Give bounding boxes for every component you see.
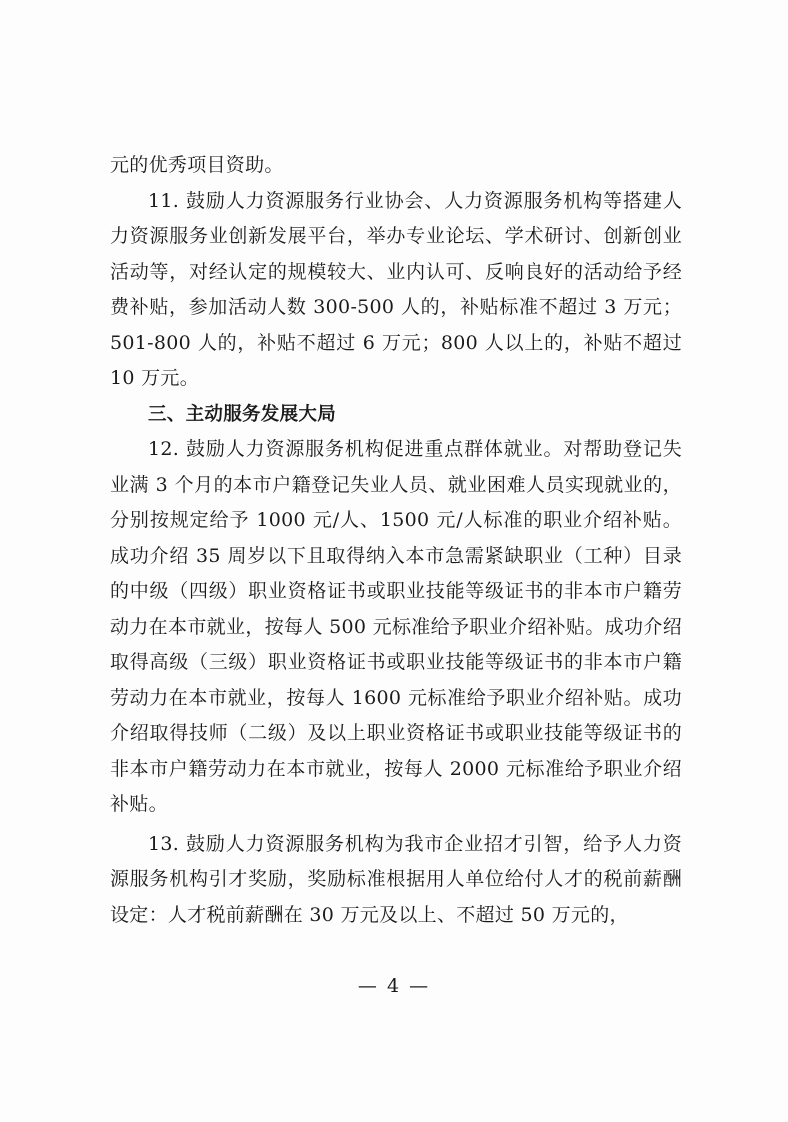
paragraph-item-11: 11. 鼓励人力资源服务行业协会、人力资源服务机构等搭建人力资源服务业创新发展平台，举办专业论坛、学术研讨、创新创业活动等，对经认定的规模较大、业内认可、反响良好的活动给予经费补贴，参加活动人数 300-500 人的，补贴标准不超过 3 万元；501-800 人的，补贴不超过 6 万元；800 人以上的，补贴不超过 10 万元。 <box>110 189 682 389</box>
page-number: — 4 — <box>357 975 431 997</box>
paragraph-item-13: 13. 鼓励人力资源服务机构为我市企业招才引智，给予人力资源服务机构引才奖励，奖励标准根据用人单位给付人才的税前薪酬设定：人才税前薪酬在 30 万元及以上、不超过 50 万元的， <box>110 832 682 926</box>
paragraph-item-12: 12. 鼓励人力资源服务机构促进重点群体就业。对帮助登记失业满 3 个月的本市户籍登记失业人员、就业困难人员实现就业的，分别按规定给予 1000 元/人、1500 元/人标准的职业介绍补贴。成功介绍 35 周岁以下且取得纳入本市急需紧缺职业（工种）目录的中级（四级）职业资格证书或职业技能等级证书的非本市户籍劳动力在本市就业，按每人 500 元标准给予职业介绍补贴。成功介绍取得高级（三级）职业资格证书或职业技能等级证书的非本市户籍劳动力在本市就业，按每人 1600 元标准给予职业介绍补贴。成功介绍取得技师（二级）及以上职业资格证书或职业技能等级证书的非本市户籍劳动力在本市就业，按每人 2000 元标准给予职业介绍补贴。 <box>110 438 682 815</box>
paragraph-continuation: 元的优秀项目资助。 <box>110 154 284 176</box>
section-heading-3: 三、主动服务发展大局 <box>148 403 337 425</box>
document-body <box>110 148 682 933</box>
